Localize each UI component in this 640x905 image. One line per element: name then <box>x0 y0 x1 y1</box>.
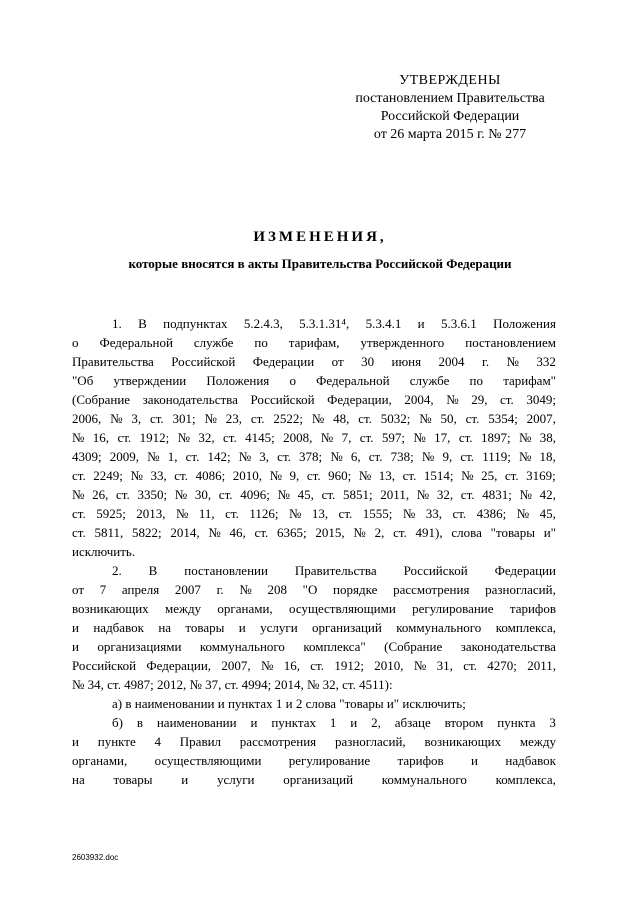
body-line: "Об утверждении Положения о Федеральной службе по тарифам" <box>72 373 556 388</box>
body-line: исключить. <box>72 544 136 559</box>
file-name-footer: 2603932.doc <box>72 853 119 862</box>
body-line: ст. 5925; 2013, № 11, ст. 1126; № 13, ст. 1555; № 33, ст. 4386; № 45, <box>72 506 556 521</box>
body-line: № 26, ст. 3350; № 30, ст. 4096; № 45, ст. 5851; 2011, № 32, ст. 4831; № 42, <box>72 487 556 502</box>
document-body <box>72 314 556 789</box>
body-line: № 34, ст. 4987; 2012, № 37, ст. 4994; 2014, № 32, ст. 4511): <box>72 677 393 692</box>
body-line: Правительства Российской Федерации от 30 июня 2004 г. № 332 <box>72 354 556 369</box>
body-line: органами, осуществляющими регулирование тарифов и надбавок <box>72 753 556 768</box>
approval-heading: УТВЕРЖДЕНЫ <box>399 73 501 88</box>
body-line: Российской Федерации, 2007, № 16, ст. 1912; 2010, № 31, ст. 4270; 2011, <box>72 658 556 673</box>
body-line: ст. 5811, 5822; 2014, № 46, ст. 6365; 2015, № 2, ст. 491), слова "товары и" <box>72 525 556 540</box>
body-line: и пункте 4 Правил рассмотрения разногласий, возникающих между <box>72 734 556 749</box>
body-line: б) в наименовании и пунктах 1 и 2, абзаце втором пункта 3 <box>112 715 556 730</box>
body-line: 4309; 2009, № 1, ст. 142; № 3, ст. 378; № 6, ст. 738; № 9, ст. 1119; № 18, <box>72 449 556 464</box>
approval-line-1: постановлением Правительства <box>355 91 545 106</box>
body-line: и организациями коммунального комплекса" (Собрание законодательства <box>72 639 556 654</box>
approval-line-3: от 26 марта 2015 г. № 277 <box>373 127 527 142</box>
document-title: ИЗМЕНЕНИЯ, <box>253 229 387 245</box>
body-line: на товары и услуги организаций коммунального комплекса, <box>72 772 556 787</box>
body-line: ст. 2249; № 33, ст. 4086; 2010, № 9, ст. 960; № 13, ст. 1514; № 25, ст. 3169; <box>72 468 556 483</box>
body-line: № 16, ст. 1912; № 32, ст. 4145; 2008, № 7, ст. 597; № 17, ст. 1897; № 38, <box>72 430 556 445</box>
body-line: и надбавок на товары и услуги организаций коммунального комплекса, <box>72 620 556 635</box>
approval-line-2: Российской Федерации <box>380 109 520 124</box>
body-line: 2. В постановлении Правительства Российской Федерации <box>112 563 556 578</box>
body-line: (Собрание законодательства Российской Федерации, 2004, № 29, ст. 3049; <box>72 392 556 407</box>
body-line: о Федеральной службе по тарифам, утвержденного постановлением <box>72 335 556 350</box>
body-line: от 7 апреля 2007 г. № 208 "О порядке рассмотрения разногласий, <box>72 582 556 597</box>
body-line: 2006, № 3, ст. 301; № 23, ст. 2522; № 48, ст. 5032; № 50, ст. 5354; 2007, <box>72 411 556 426</box>
body-line: 1. В подпунктах 5.2.4.3, 5.3.1.31⁴, 5.3.4.1 и 5.3.6.1 Положения <box>112 316 556 331</box>
body-line: а) в наименовании и пунктах 1 и 2 слова "товары и" исключить; <box>112 696 466 711</box>
approval-block <box>330 72 570 144</box>
body-line: возникающих между органами, осуществляющими регулирование тарифов <box>72 601 556 616</box>
document-subtitle: которые вносятся в акты Правительства Российской Федерации <box>128 256 512 271</box>
